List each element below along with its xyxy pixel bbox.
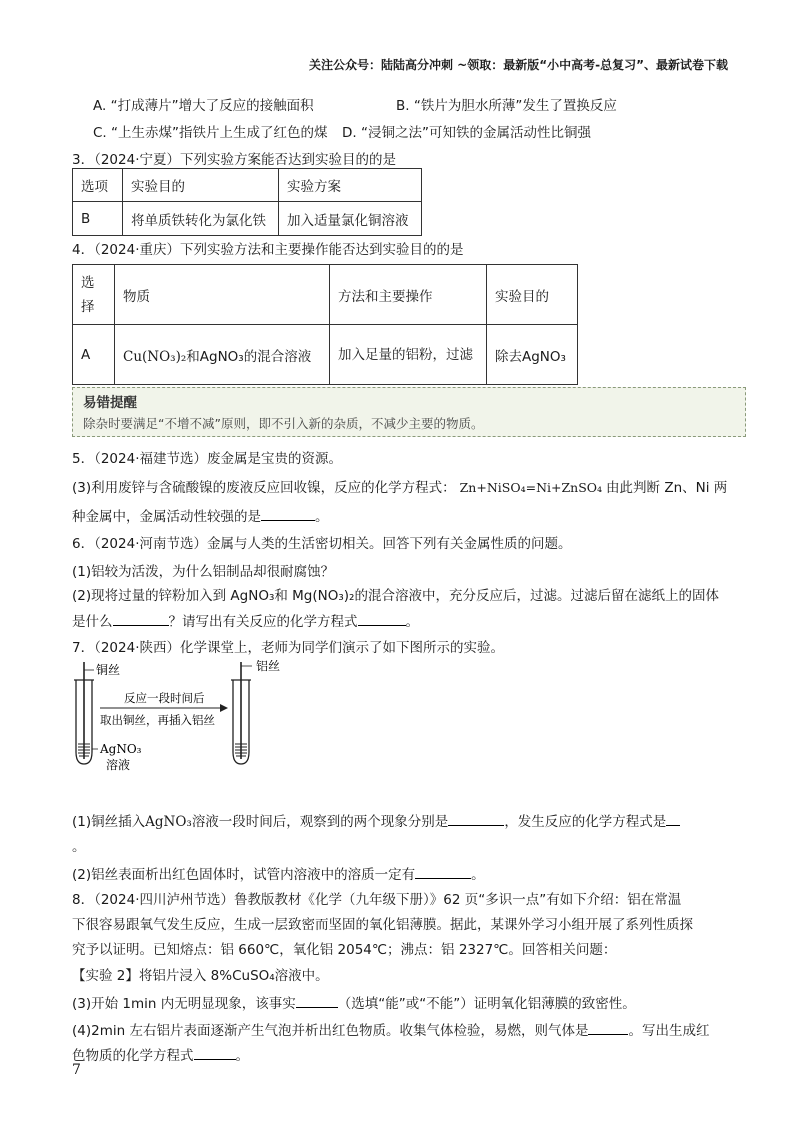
page-number: 7 xyxy=(72,1062,81,1078)
q6-p3-end: 。 xyxy=(405,614,419,630)
q3-table xyxy=(72,168,422,236)
q4-cell-purpose: 除去AgNO₃ xyxy=(487,325,578,385)
q4-title: 4．（2024·重庆）下列实验方法和主要操作能否达到实验目的的是 xyxy=(72,242,464,258)
q6-title: 6．（2024·河南节选）金属与人类的生活密切相关。回答下列有关金属性质的问题。 xyxy=(72,536,572,552)
q7-blank-equation[interactable] xyxy=(666,811,680,826)
q6-p2: (2)现将过量的锌粉加入到 AgNO₃和 Mg(NO₃)₂的混合溶液中，充分反应后，过滤。过滤后留在滤纸上的固体 xyxy=(72,588,719,604)
q4-cell-method: 加入足量的铝粉，过滤 xyxy=(330,325,487,385)
q4-substance-formula: Cu(NO₃)₂ xyxy=(123,348,187,365)
q7-blank-solute[interactable] xyxy=(415,864,471,879)
q4-header-purpose: 实验目的 xyxy=(487,265,578,325)
q5-line1 xyxy=(72,478,727,498)
q4-substance-text: 和AgNO₃的混合溶液 xyxy=(186,348,312,365)
q8-blank-gas[interactable] xyxy=(588,1020,628,1035)
q8-line1: 8．（2024·四川泸州节选）鲁教版教材《化学（九年级下册）》62 页“多识一点”有如下介绍：铝在常温 xyxy=(72,892,682,908)
q5-equation: Zn+NiSO₄=Ni+ZnSO₄ xyxy=(459,480,603,495)
q8-p4-post: 。写出生成红 xyxy=(628,1023,710,1039)
error-tip-box xyxy=(72,387,746,437)
q3-title: 3．（2024·宁夏）下列实验方案能否达到实验目的的是 xyxy=(72,152,396,168)
q7-p1-formula: AgNO₃ xyxy=(145,814,192,830)
q7-p1-continuation: 。 xyxy=(72,839,86,855)
q7-p2-end: 。 xyxy=(471,867,485,883)
arrow-icon xyxy=(100,704,228,712)
arrow-top-label: 反应一段时间后 xyxy=(124,691,205,705)
copper-wire-label: 铜丝 xyxy=(96,663,121,677)
q4-header-option: 选择 xyxy=(73,265,115,325)
q4-header-substance: 物质 xyxy=(115,265,330,325)
q8-p3-post: （选填“能”或“不能”）证明氧化铝薄膜的致密性。 xyxy=(337,996,636,1012)
q3-cell-purpose: 将单质铁转化为氯化铁 xyxy=(123,202,279,236)
q3-header-option: 选项 xyxy=(73,169,123,202)
q8-p4-line2 xyxy=(72,1045,249,1066)
q8-p3 xyxy=(72,993,636,1014)
q3-header-purpose: 实验目的 xyxy=(123,169,279,202)
q6-p3-pre: 是什么 xyxy=(72,614,113,630)
q6-p3 xyxy=(72,611,419,632)
error-tip-body: 除杂时要满足“不增不减”原则，即不引入新的杂质，不减少主要的物质。 xyxy=(83,416,484,431)
q7-experiment-figure xyxy=(70,660,310,775)
q4-header-method: 方法和主要操作 xyxy=(330,265,487,325)
q6-blank-equation[interactable] xyxy=(358,611,406,626)
q8-p4 xyxy=(72,1020,709,1041)
q5-line1-pre: (3)利用废锌与含硫酸镍的废液反应回收镍，反应的化学方程式： xyxy=(72,480,456,496)
q5-line2 xyxy=(72,506,329,527)
q6-p1: (1)铝较为活泼，为什么铝制品却很耐腐蚀？ xyxy=(72,564,335,580)
q8-p3-pre: (3)开始 1min 内无明显现象，该事实 xyxy=(72,996,296,1012)
option-a: A. “打成薄片”增大了反应的接触面积 xyxy=(93,98,314,114)
q7-p1 xyxy=(72,811,680,832)
q8-p4-line2-pre: 色物质的化学方程式 xyxy=(72,1048,194,1064)
q8-line3: 究予以证明。已知熔点：铝 660℃，氧化铝 2054℃；沸点：铝 2327℃。回答相关问题： xyxy=(72,942,617,958)
option-c: C. “上生赤煤”指铁片上生成了红色的煤 xyxy=(93,125,328,141)
option-d: D. “浸铜之法”可知铁的金属活动性比铜强 xyxy=(342,125,591,141)
q8-p4-line2-end: 。 xyxy=(235,1048,249,1064)
solution-formula-label: AgNO₃ xyxy=(100,742,142,756)
q8-line2: 下很容易跟氧气发生反应，生成一层致密而坚固的氧化铝薄膜。据此，某课外学习小组开展了系列性质探 xyxy=(72,917,693,933)
q5-title: 5．（2024·福建节选）废金属是宝贵的资源。 xyxy=(72,451,342,467)
arrow-bottom-label: 取出铜丝，再插入铝丝 xyxy=(100,713,215,727)
aluminum-wire-label: 铝丝 xyxy=(256,660,281,673)
error-tip-title: 易错提醒 xyxy=(83,395,137,411)
q4-cell-substance xyxy=(115,325,330,385)
q4-table xyxy=(72,264,578,385)
q3-cell-plan: 加入适量氯化铜溶液 xyxy=(279,202,422,236)
q8-blank-equation[interactable] xyxy=(194,1045,236,1060)
q5-line2-text: 种金属中，金属活动性较强的是 xyxy=(72,509,261,525)
q7-p2 xyxy=(72,864,485,885)
solution-word-label: 溶液 xyxy=(106,758,131,772)
q8-p4-pre: (4)2min 左右铝片表面逐渐产生气泡并析出红色物质。收集气体检验，易燃，则气体是 xyxy=(72,1023,589,1039)
q3-cell-option: B xyxy=(73,202,123,236)
q5-line2-end: 。 xyxy=(315,509,329,525)
q5-line1-post: 由此判断 Zn、Ni 两 xyxy=(606,480,728,496)
q7-p2-pre: (2)铝丝表面析出红色固体时，试管内溶液中的溶质一定有 xyxy=(72,867,416,883)
q7-blank-phenomena[interactable] xyxy=(448,811,504,826)
q6-p3-mid: ？请写出有关反应的化学方程式 xyxy=(168,614,358,630)
q7-p1-mid: 溶液一段时间后，观察到的两个现象分别是 xyxy=(191,814,449,830)
q8-blank-can-prove[interactable] xyxy=(296,993,338,1008)
page-header: 关注公众号：陆陆高分冲刺 ~领取：最新版“小中高考-总复习”、最新试卷下载 xyxy=(309,58,728,72)
q7-p1-pre: (1)铜丝插入 xyxy=(72,814,146,830)
q6-blank-solid[interactable] xyxy=(113,611,169,626)
q8-experiment: 【实验 2】将铝片浸入 8%CuSO₄溶液中。 xyxy=(72,968,329,984)
option-b: B. “铁片为胆水所薄”发生了置换反应 xyxy=(396,98,617,114)
q5-answer-blank[interactable] xyxy=(261,506,315,521)
q3-header-plan: 实验方案 xyxy=(279,169,422,202)
q7-title: 7．（2024·陕西）化学课堂上，老师为同学们演示了如下图所示的实验。 xyxy=(72,640,504,656)
q7-p1-post: ，发生反应的化学方程式是 xyxy=(504,814,667,830)
q4-cell-option: A xyxy=(73,325,115,385)
